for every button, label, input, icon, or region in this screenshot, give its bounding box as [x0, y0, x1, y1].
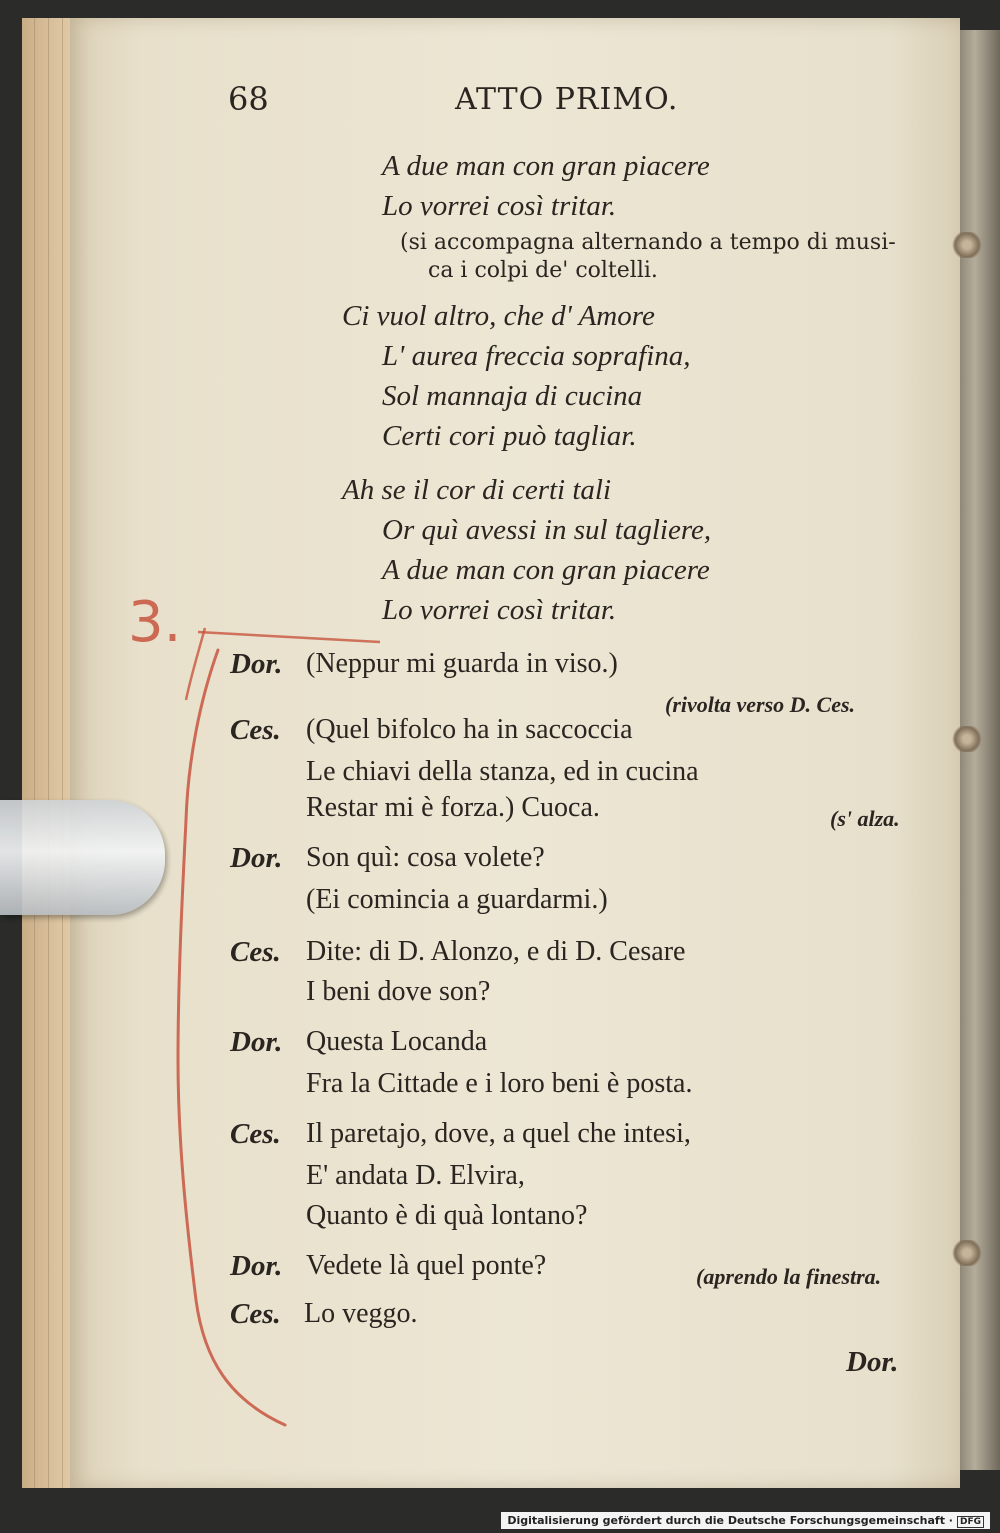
dialogue-line: Restar mi è forza.) Cuoca.	[306, 792, 600, 823]
speaker-label: Dor.	[230, 1250, 283, 1282]
page-number: 68	[228, 80, 269, 118]
speaker-label: Ces.	[230, 936, 281, 968]
verse-line: Ci vuol altro, che d' Amore	[342, 300, 655, 332]
verse-line: A due man con gran piacere	[382, 150, 710, 182]
verse-line: Sol mannaja di cucina	[382, 380, 643, 412]
speaker-label: Ces.	[230, 1118, 281, 1150]
running-title: ATTO PRIMO.	[455, 82, 679, 117]
digitization-footer	[501, 1512, 990, 1529]
speaker-label: Dor.	[230, 1026, 283, 1058]
footer-text: Digitalisierung gefördert durch die Deutsche Forschungsgemeinschaft ·	[507, 1514, 953, 1527]
verse-line: A due man con gran piacere	[382, 554, 710, 586]
speaker-label: Ces.	[230, 714, 281, 746]
dialogue-line: Il paretajo, dove, a quel che intesi,	[306, 1118, 691, 1149]
dialogue-line: Le chiavi della stanza, ed in cucina	[306, 756, 699, 787]
verse-line: Ah se il cor di certi tali	[342, 474, 612, 506]
dialogue-line: (Quel bifolco ha in saccoccia	[306, 714, 633, 745]
binding-stitch	[952, 232, 982, 258]
verse-line: Certi cori può tagliar.	[382, 420, 637, 452]
stage-direction: (si accompagna alternando a tempo di musi-	[400, 230, 896, 255]
margin-annotation: 3.	[128, 590, 182, 655]
dialogue-line: Quanto è di quà lontano?	[306, 1200, 588, 1231]
dialogue-line: Dite: di D. Alonzo, e di D. Cesare	[306, 936, 686, 967]
dialogue-line: (Ei comincia a guardarmi.)	[306, 884, 608, 915]
dfg-logo: DFG	[957, 1516, 984, 1528]
speaker-label: Dor.	[230, 842, 283, 874]
dialogue-line: I beni dove son?	[306, 976, 491, 1007]
dialogue-line: Lo veggo.	[304, 1298, 418, 1329]
verse-line: Lo vorrei così tritar.	[382, 594, 617, 626]
dialogue-line: (Neppur mi guarda in viso.)	[306, 648, 618, 679]
dialogue-line: Vedete là quel ponte?	[306, 1250, 547, 1281]
binding-stitch	[952, 1240, 982, 1266]
stage-direction: (s' alza.	[830, 806, 900, 831]
stage-direction: (rivolta verso D. Ces.	[665, 692, 856, 717]
speaker-label: Ces.	[230, 1298, 281, 1330]
stage-direction: (aprendo la finestra.	[696, 1264, 882, 1289]
verse-line: Lo vorrei così tritar.	[382, 190, 617, 222]
page-clip	[0, 800, 165, 915]
verse-line: L' aurea freccia soprafina,	[382, 340, 691, 372]
dialogue-line: Questa Locanda	[306, 1026, 488, 1057]
catchword: Dor.	[846, 1346, 899, 1378]
dialogue-line: E' andata D. Elvira,	[306, 1160, 525, 1191]
speaker-label: Dor.	[230, 648, 283, 680]
dialogue-line: Son quì: cosa volete?	[306, 842, 545, 873]
verse-line: Or quì avessi in sul tagliere,	[382, 514, 712, 546]
stage-direction: ca i colpi de' coltelli.	[428, 258, 658, 283]
binding-stitch	[952, 726, 982, 752]
dialogue-line: Fra la Cittade e i loro beni è posta.	[306, 1068, 693, 1099]
